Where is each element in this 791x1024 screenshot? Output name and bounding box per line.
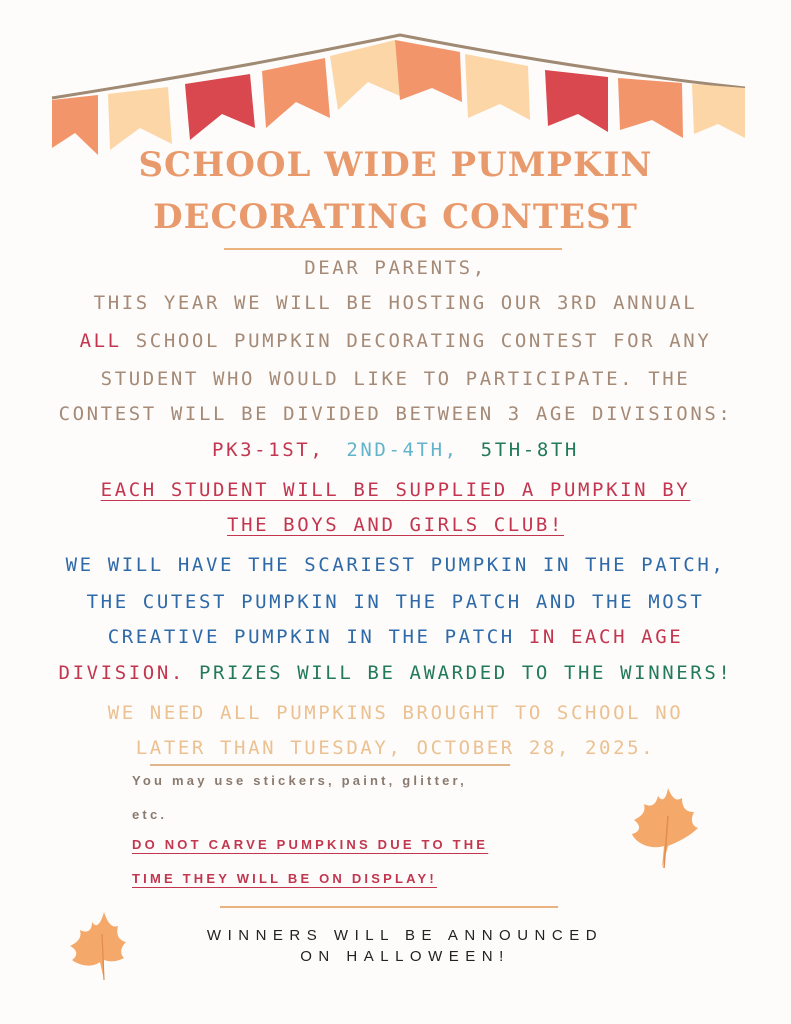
age-divisions <box>0 441 791 460</box>
bunting-flag <box>545 70 608 132</box>
greeting: DEAR PARENTS, <box>304 257 487 279</box>
division-2: 2ND-4TH, <box>346 439 459 461</box>
deadline-line-1: WE NEED ALL PUMPKINS BROUGHT TO SCHOOL NO <box>107 702 684 724</box>
winners-line-1: WINNERS WILL BE ANNOUNCED <box>206 927 604 944</box>
deadline-divider <box>150 764 510 766</box>
bunting-flag <box>330 40 400 110</box>
supplied-line-1: EACH STUDENT WILL BE SUPPLIED A PUMPKIN BY <box>100 479 691 501</box>
title-divider <box>224 248 562 250</box>
bunting-flag <box>465 54 530 120</box>
awards-line-3 <box>0 628 791 647</box>
title-line-2: DECORATING CONTEST <box>153 197 638 237</box>
bunting-flag <box>52 95 98 155</box>
division-1: PK3-1ST, <box>212 439 325 461</box>
awards-line-4-red: DIVISION. <box>58 662 185 684</box>
supplied-line-2: THE BOYS AND GIRLS CLUB! <box>227 514 564 536</box>
awards-line-2: THE CUTEST PUMPKIN IN THE PATCH AND THE MOST <box>86 591 705 613</box>
deadline-line-2: LATER THAN TUESDAY, OCTOBER 28, 2025. <box>135 737 656 759</box>
intro-line-1: THIS YEAR WE WILL BE HOSTING OUR 3RD ANNUAL <box>93 292 698 314</box>
division-3: 5TH-8TH <box>480 439 579 461</box>
oak-leaf-icon <box>624 776 704 876</box>
intro-line-4: CONTEST WILL BE DIVIDED BETWEEN 3 AGE DIVISIONS: <box>58 403 733 425</box>
intro-line-2-rest: SCHOOL PUMPKIN DECORATING CONTEST FOR ANY <box>121 330 712 352</box>
bunting-flag <box>618 78 683 138</box>
intro-line-2 <box>0 332 791 351</box>
bunting-flag <box>108 87 172 150</box>
supplies-line-1: You may use stickers, paint, glitter, <box>132 773 467 788</box>
awards-line-4 <box>0 664 791 683</box>
intro-line-3: STUDENT WHO WOULD LIKE TO PARTICIPATE. THE <box>100 368 691 390</box>
bunting-flag <box>262 58 330 128</box>
maple-leaf-icon <box>64 904 130 984</box>
bunting-flag <box>395 40 462 102</box>
awards-line-1: WE WILL HAVE THE SCARIEST PUMPKIN IN THE PATCH, <box>65 554 726 576</box>
title-line-1: SCHOOL WIDE PUMPKIN <box>138 145 653 185</box>
awards-line-3-blue: CREATIVE PUMPKIN IN THE PATCH <box>107 626 515 648</box>
all-highlight: ALL <box>79 330 122 352</box>
warning-line-2: TIME THEY WILL BE ON DISPLAY! <box>132 871 437 886</box>
awards-line-3-red: IN EACH AGE <box>514 626 684 648</box>
awards-line-4-green: PRIZES WILL BE AWARDED TO THE WINNERS! <box>184 662 733 684</box>
warning-line-1: DO NOT CARVE PUMPKINS DUE TO THE <box>132 837 489 852</box>
bottom-divider <box>220 906 558 908</box>
supplies-line-2: etc. <box>132 807 168 822</box>
bunting-flag <box>185 74 255 140</box>
winners-line-2: ON HALLOWEEN! <box>300 948 510 965</box>
bunting-flag <box>692 84 745 138</box>
